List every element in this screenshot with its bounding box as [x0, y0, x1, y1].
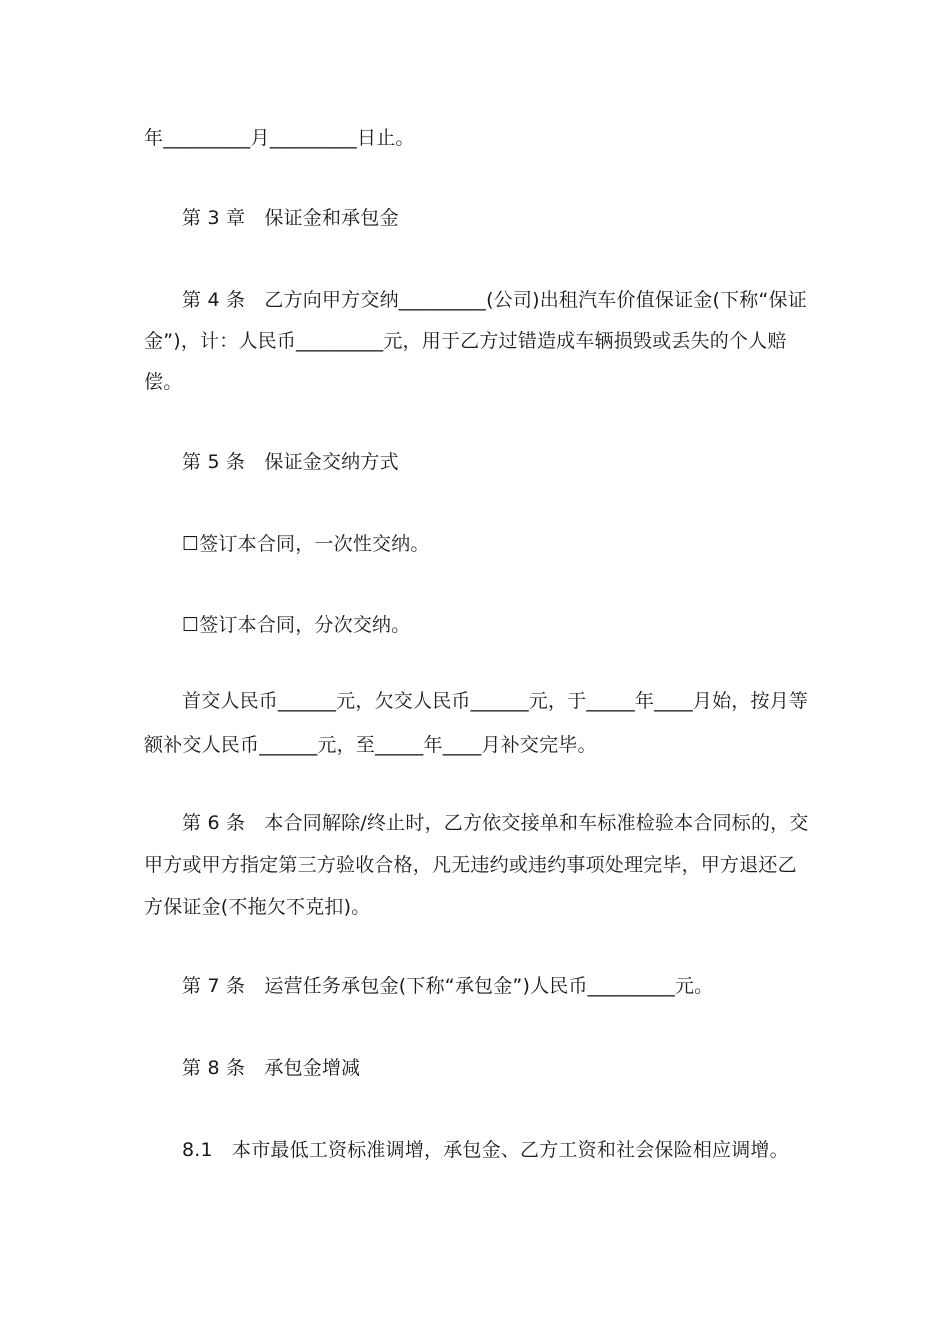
- article-4-line: 金”)，计：人民币_________元，用于乙方过错造成车辆损毁或丢失的个人赔: [144, 330, 787, 352]
- article-5-heading: 第 5 条 保证金交纳方式: [182, 451, 399, 473]
- checkbox-option-line: ☐签订本合同，一次性交纳。: [182, 533, 430, 555]
- installment-line: 额补交人民币______元，至_____年____月补交完毕。: [144, 734, 597, 756]
- clause-8-1-line: 8.1 本市最低工资标准调增，承包金、乙方工资和社会保险相应调增。: [182, 1139, 789, 1161]
- article-6-line: 甲方或甲方指定第三方验收合格，凡无违约或违约事项处理完毕，甲方退还乙: [144, 854, 797, 876]
- installment-line: 首交人民币______元，欠交人民币______元，于_____年____月始，按月等: [182, 690, 809, 712]
- paragraph-line: 年_________月_________日止。: [144, 127, 415, 149]
- article-7-line: 第 7 条 运营任务承包金(下称“承包金”)人民币_________元。: [182, 975, 714, 997]
- article-4-line: 第 4 条 乙方向甲方交纳_________(公司)出租汽车价值保证金(下称“保证: [182, 289, 807, 311]
- article-6-line: 方保证金(不拖欠不克扣)。: [144, 896, 371, 918]
- article-4-line: 偿。: [144, 371, 183, 393]
- chapter-heading: 第 3 章 保证金和承包金: [182, 207, 399, 229]
- article-8-heading: 第 8 条 承包金增减: [182, 1057, 361, 1079]
- article-6-line: 第 6 条 本合同解除/终止时，乙方依交接单和车标准检验本合同标的，交: [182, 812, 809, 834]
- checkbox-option-line: ☐签订本合同，分次交纳。: [182, 614, 411, 636]
